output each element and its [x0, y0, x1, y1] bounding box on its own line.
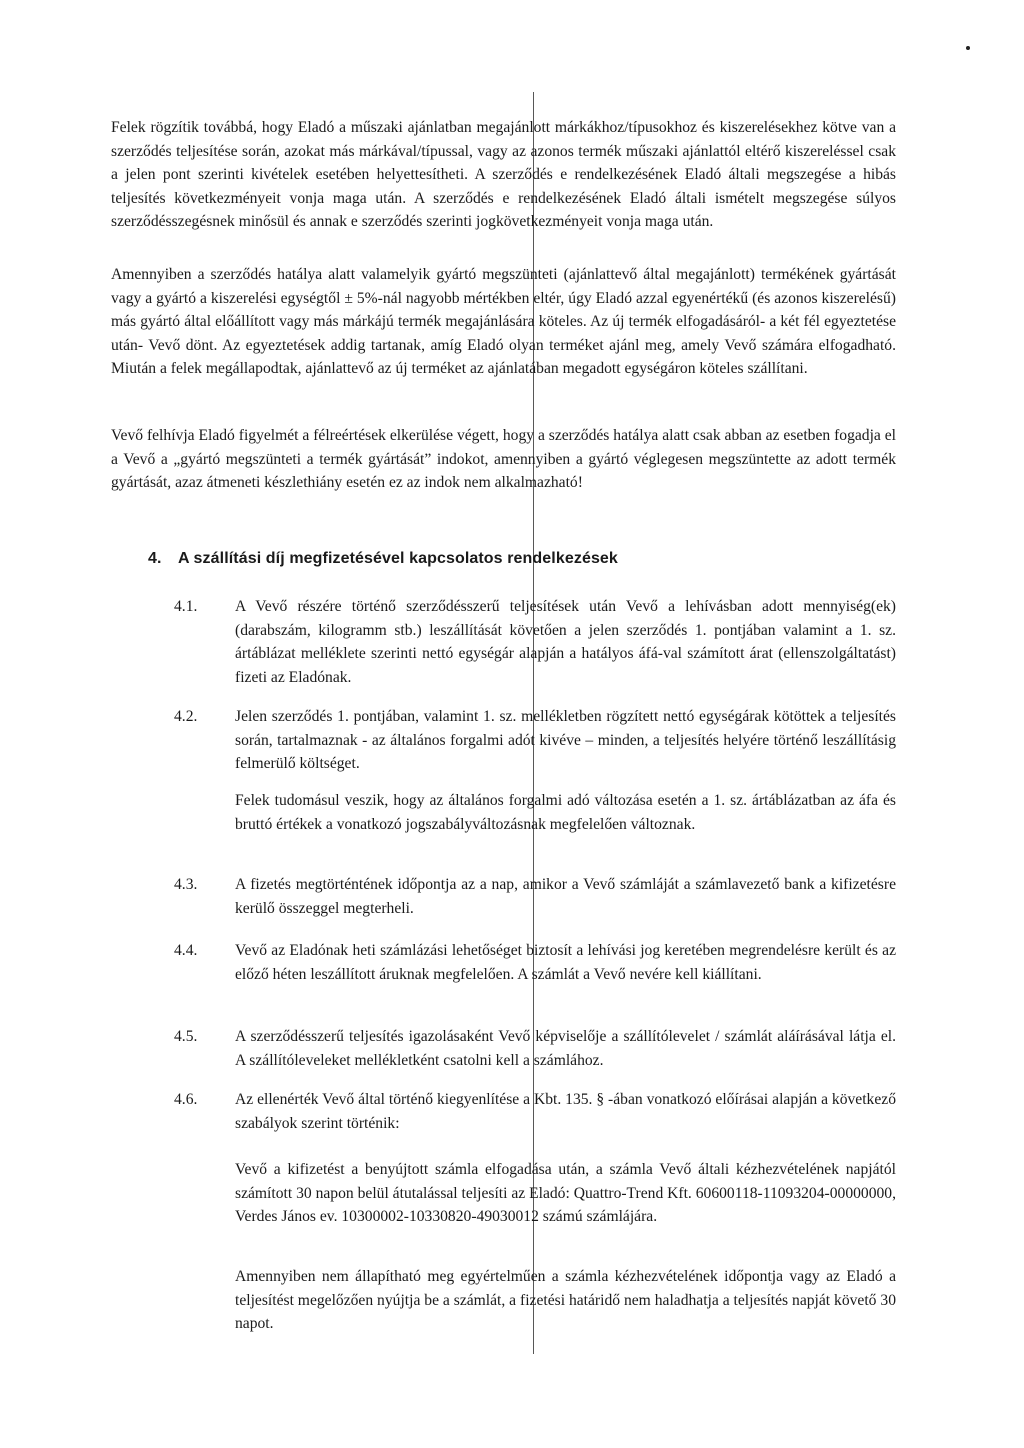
- clause-number: 4.1.: [174, 598, 198, 615]
- clause-number: 4.2.: [174, 708, 198, 725]
- clause-text: Jelen szerződés 1. pontjában, valamint 1. sz. mellékletben rögzített nettó egységárak kötöttek a teljesítés során, tartalmaznak - az általános forgalmi adót kivéve – minden, a teljesítés helyére történő leszállításig felmerülő költséget.: [235, 708, 896, 773]
- clause-text: Vevő az Eladónak heti számlázási lehetőséget biztosít a lehívási jog keretében megrendelésre került és az előző héten leszállított áruknak megfelelően. A számlát a Vevő nevére kell kiállítani.: [235, 942, 896, 983]
- clause-number: 4.4.: [174, 942, 198, 959]
- clause-4-2: [174, 705, 896, 776]
- scan-speck: [966, 46, 970, 50]
- clause-text: Az ellenérték Vevő által történő kiegyenlítése a Kbt. 135. § -ában vonatkozó előírásai alapján a következő szabályok szerint történik:: [235, 1091, 896, 1132]
- clause-number: 4.5.: [174, 1028, 198, 1045]
- clause-4-3: [174, 873, 896, 920]
- paragraph-intro: Felek rögzítik továbbá, hogy Eladó a műszaki ajánlatban megajánlott márkákhoz/típusokhoz és kiszerelésekhez kötve van a szerződés teljesítése során, azokat más márkával/típussal, vagy az azonos termék műszaki ajánlattól eltérő kiszereléssel csak a jelen pont szerinti kivételek esetében helyettesítheti. A szerződés e rendelkezésének Eladó általi megszegése a hibás teljesítés következményeit vonja maga után. A szerződés e rendelkezésének Eladó általi ismételt megszegése súlyos szerződésszegésnek minősül és annak e szerződés szerinti jogkövetkezményeit vonja maga után.: [111, 119, 896, 231]
- clause-number: 4.6.: [174, 1091, 198, 1108]
- clause-text: A Vevő részére történő szerződésszerű teljesítések után Vevő a lehívásban adott mennyiség(ek) (darabszám, kilogramm stb.) leszállítását követően a jelen szerződés 1. pontjában valamint a 1. sz. ártáblázat mellékletе szerinti nettó egységár alapján a hatályos áfá-val számított árat (ellenszolgáltatást) fizeti az Eladónak.: [235, 598, 896, 686]
- paragraph-manufacturer-discontinuation: Amennyiben a szerződés hatálya alatt valamelyik gyártó megszünteti (ajánlattevő által megajánlott) termékének gyártását vagy a gyártó a kiszerelési egységtől ± 5%-nál nagyobb mértékben eltér, úgy Eladó azzal egyenértékű (és azonos kiszerelésű) más gyártó által előállított vagy más márkájú termék megajánlására köteles. Az új termék elfogadásáról- a két fél egyeztetése után- Vevő dönt. Az egyeztetések addig tartanak, amíg Eladó olyan terméket ajánl meg, amely Vevő számára elfogadható. Miután a felek megállapodtak, ajánlattevő az új terméket az ajánlatában megadott egységáron köteles szállítani.: [111, 266, 896, 378]
- clause-4-6-payment-terms: Vevő a kifizetést a benyújtott számla elfogadása után, a számla Vevő általi kézhezvételének napjától számított 30 napon belül átutalással teljesíti az Eladó: Quattro-Trend Kft. 60600118-11093204-00000000, Verdes János ev. 10300002-10330820-49030012 számú számlájára.: [235, 1161, 896, 1226]
- paragraph-buyer-notice: Vevő felhívja Eladó figyelmét a félreértések elkerülése végett, hogy a szerződés hatálya alatt csak abban az esetben fogadja el a Vevő a „gyártó megszünteti a termék gyártását” indokot, amennyiben a gyártó véglegesen megszüntette az adott termék gyártását, azaz átmeneti készlethiány esetén ez az indok nem alkalmazható!: [111, 427, 896, 492]
- clause-4-4: [174, 939, 896, 986]
- clause-4-6-deadline-note: Amennyiben nem állapítható meg egyértelműen a számla kézhezvételének időpontja vagy az Eladó a teljesítést megelőzően nyújtja be a számlát, a fizetési határidő nem haladhatja a teljesítés napját követő 30 napot.: [235, 1268, 896, 1333]
- section-title: A szállítási díj megfizetésével kapcsolatos rendelkezések: [177, 550, 618, 567]
- clause-4-6: [174, 1088, 896, 1135]
- section-number: 4.: [148, 550, 162, 567]
- clause-4-5: [174, 1025, 896, 1072]
- clause-text: A fizetés megtörténtének időpontja az a nap, amikor a Vevő számláját a számlavezető bank a kifizetésre kerülő összeggel megterheli.: [235, 876, 896, 917]
- clause-4-1: [174, 595, 896, 689]
- clause-number: 4.3.: [174, 876, 198, 893]
- clause-4-2-vat-note: Felek tudomásul veszik, hogy az általános forgalmi adó változása esetén a 1. sz. ártáblázatban az áfa és bruttó értékek a vonatkozó jogszabályváltozásnak megfelelően változnak.: [235, 792, 896, 833]
- section-heading: [148, 550, 618, 568]
- clause-text: A szerződésszerű teljesítés igazolásaként Vevő képviselője a szállítólevelet / számlát aláírásával látja el. A szállítóleveleket mellékletként csatolni kell a számlához.: [235, 1028, 896, 1069]
